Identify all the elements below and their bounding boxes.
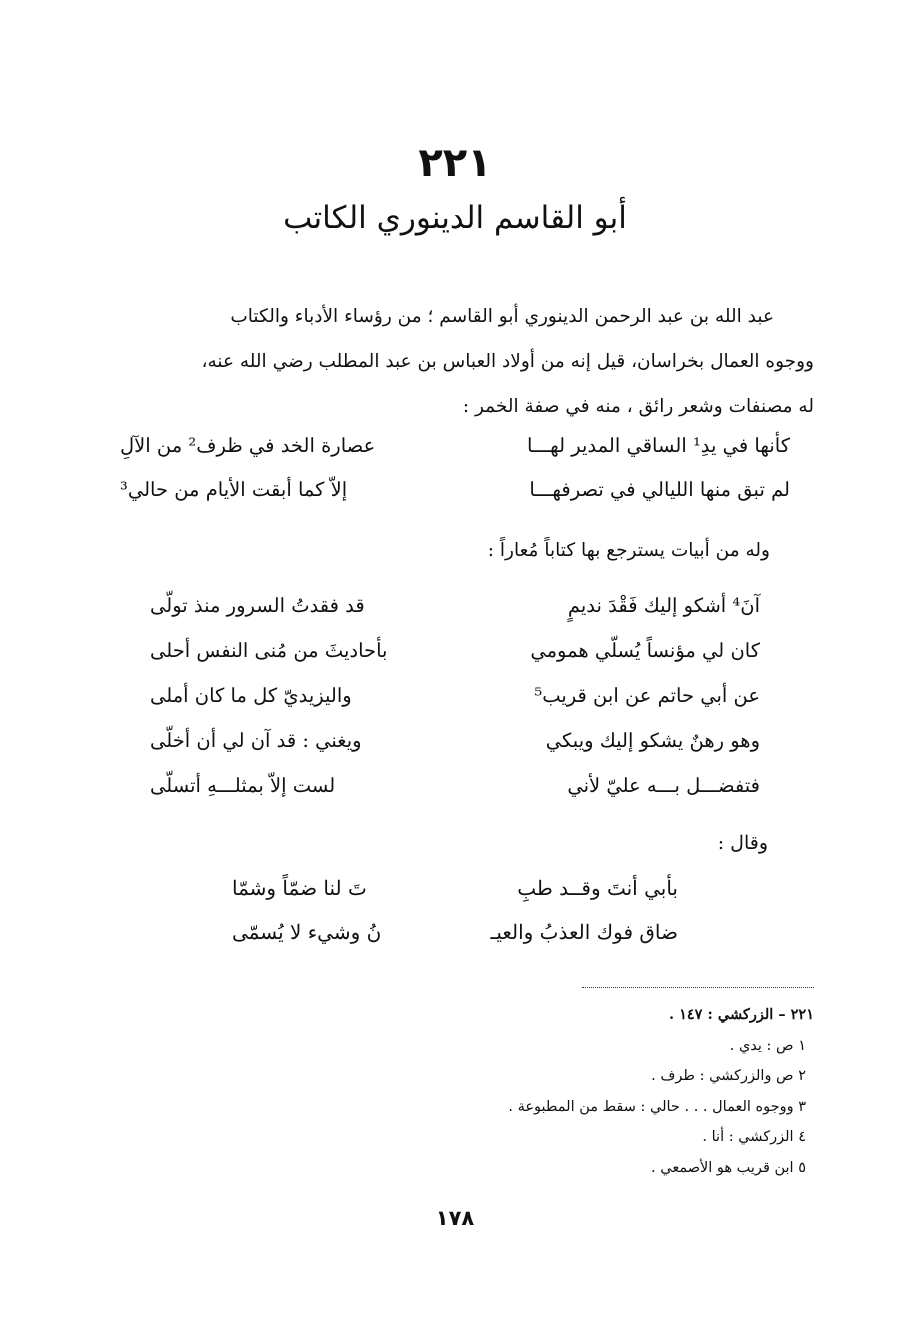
footnote: ٢ ص والزركشي : طرف . [651, 1068, 806, 1084]
poem-wine [120, 434, 790, 522]
footnote: ٤ الزركشي : أنا . [702, 1129, 806, 1145]
verse-line [232, 876, 678, 920]
footnote: ١ ص : يدي . [729, 1037, 806, 1054]
verse-line [120, 478, 790, 522]
verse-line [120, 434, 790, 478]
verse-second-hemistich: بأحاديثَ من مُنى النفس أحلى [150, 639, 388, 662]
verse-second-hemistich: إلاّ كما أبقت الأيام من حالي³ [120, 478, 348, 501]
poem-borrowed-book [150, 594, 760, 819]
verse-second-hemistich: ويغني : قد آن لي أن أخلّى [150, 729, 362, 752]
verse-second-hemistich: تَ لنا ضمّاً وشمّا [232, 876, 367, 900]
verse-first-hemistich: آنَ⁴ أشكو إليك فَقْدَ نديمٍ [567, 594, 760, 617]
footnote: ٥ ابن قريب هو الأصمعي . [651, 1159, 806, 1176]
verse-first-hemistich: عن أبي حاتم عن ابن قريب⁵ [534, 684, 760, 707]
biography-line: ووجوه العمال بخراسان، قيل إنه من أولاد العباس بن عبد المطلب رضي الله عنه، [201, 351, 814, 372]
verse-first-hemistich: وهو رهنٌ يشكو إليك ويبكي [545, 729, 760, 752]
verse-second-hemistich: لست إلاّ بمثلـــهِ أتسلّى [150, 774, 336, 797]
verse-second-hemistich: نُ وشيء لا يُسمّى [232, 920, 382, 944]
verse-first-hemistich: كان لي مؤنساً يُسلّي همومي [530, 639, 760, 662]
verse-line [150, 684, 760, 729]
page-number: ١٧٨ [435, 1206, 475, 1230]
verse-first-hemistich: ضاق فوك العذبُ والعيـ [490, 920, 678, 944]
verse-second-hemistich: عصارة الخد في ظرف² من الآلِ [120, 434, 376, 457]
footnote: ٣ ووجوه العمال . . . حالي : سقط من المطبوعة . [508, 1098, 806, 1115]
footnotes [200, 1000, 814, 1183]
entry-title: أبو القاسم الدينوري الكاتب [283, 200, 627, 236]
biography-line: له مصنفات وشعر رائق ، منه في صفة الخمر : [462, 396, 814, 417]
poem-intro: وقال : [717, 832, 768, 854]
verse-line [232, 920, 678, 964]
poem-intro: وله من أبيات يسترجع بها كتاباً مُعاراً : [487, 540, 770, 561]
verse-line [150, 639, 760, 684]
entry-number: ٢٢١ [418, 140, 492, 186]
verse-first-hemistich: بأبي أنتَ وقــد طبِ [517, 876, 678, 900]
footnote-divider [582, 987, 814, 988]
verse-first-hemistich: فتفضـــل بـــه عليّ لأني [567, 774, 760, 797]
verse-first-hemistich: لم تبق منها الليالي في تصرفهـــا [529, 478, 790, 501]
verse-line [150, 729, 760, 774]
footnote-source: ٢٢١ – الزركشي : ١٤٧ . [668, 1006, 814, 1023]
poem-short [232, 876, 678, 964]
verse-line [150, 774, 760, 819]
verse-second-hemistich: واليزيديّ كل ما كان أملى [150, 684, 352, 707]
verse-line [150, 594, 760, 639]
verse-second-hemistich: قد فقدتُ السرور منذ تولّى [150, 594, 365, 617]
biography-line: عبد الله بن عبد الرحمن الدينوري أبو القاسم ؛ من رؤساء الأدباء والكتاب [230, 306, 774, 327]
biography-paragraph [108, 294, 814, 429]
verse-first-hemistich: كأنها في يدِ¹ الساقي المدير لهـــا [527, 434, 790, 457]
